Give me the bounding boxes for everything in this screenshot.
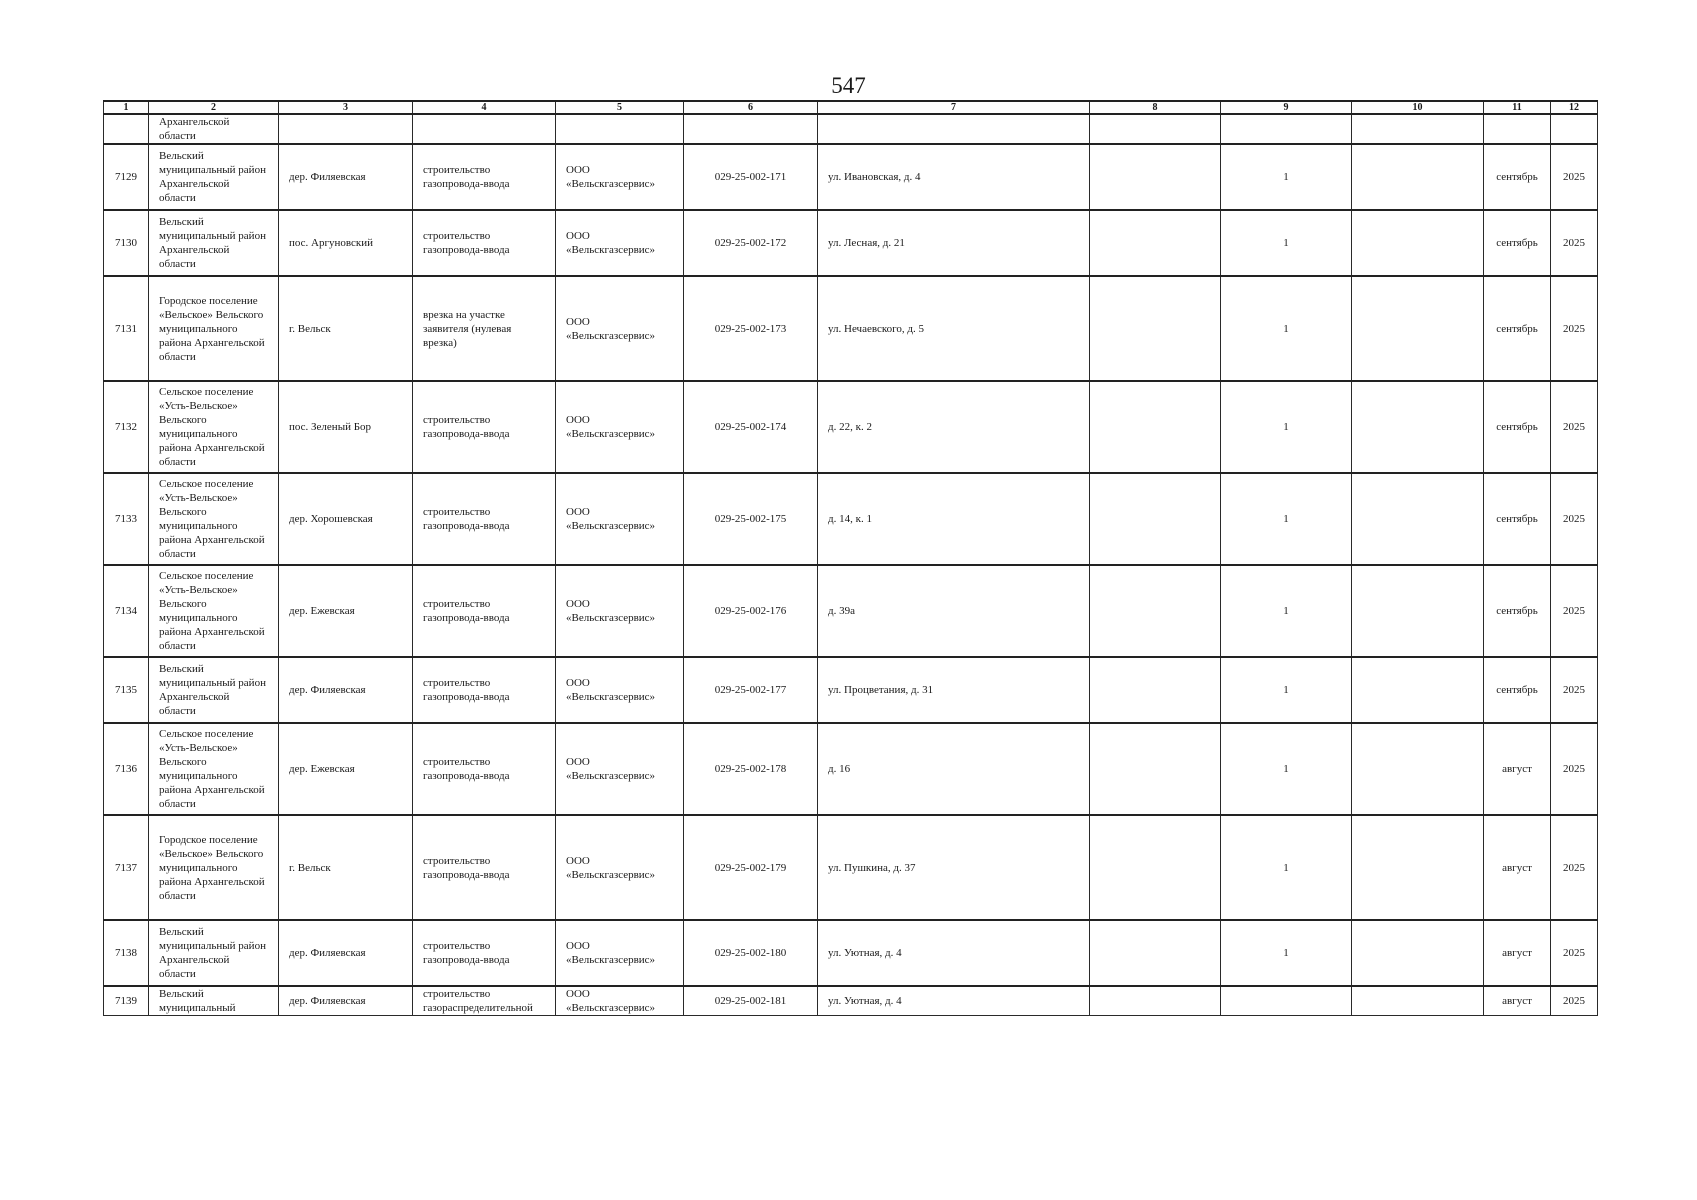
- column-header: 10: [1352, 101, 1484, 114]
- table-row: [104, 565, 1598, 657]
- settlement-cell: дер. Филяевская: [279, 986, 413, 1016]
- settlement-cell: дер. Ежевская: [279, 565, 413, 657]
- settlement-cell: дер. Хорошевская: [279, 473, 413, 565]
- work-type-cell: врезка на участке заявителя (нулевая врезка): [413, 276, 556, 381]
- col10-cell: [1352, 723, 1484, 815]
- month-cell: сентябрь: [1484, 144, 1551, 210]
- row-number-cell: 7133: [104, 473, 149, 565]
- organization-cell: ООО «Вельскгазсервис»: [556, 276, 684, 381]
- column-header: 8: [1090, 101, 1221, 114]
- municipality-cell: Вельский муниципальный район Архангельской области: [149, 920, 279, 986]
- col10-cell: [1352, 210, 1484, 276]
- year-cell: 2025: [1551, 276, 1598, 381]
- organization-cell: ООО «Вельскгазсервис»: [556, 723, 684, 815]
- column-header: 5: [556, 101, 684, 114]
- year-cell: 2025: [1551, 565, 1598, 657]
- col10-cell: [1352, 986, 1484, 1016]
- month-cell: сентябрь: [1484, 276, 1551, 381]
- settlement-cell: пос. Зеленый Бор: [279, 381, 413, 473]
- col8-cell: [1090, 473, 1221, 565]
- code-cell: 029-25-002-177: [684, 657, 818, 723]
- address-cell: д. 39а: [818, 565, 1090, 657]
- col10-cell: [1352, 381, 1484, 473]
- year-cell: [1551, 114, 1598, 144]
- year-cell: 2025: [1551, 144, 1598, 210]
- quantity-cell: 1: [1221, 815, 1352, 920]
- col8-cell: [1090, 986, 1221, 1016]
- month-cell: сентябрь: [1484, 210, 1551, 276]
- code-cell: 029-25-002-172: [684, 210, 818, 276]
- row-number-cell: 7136: [104, 723, 149, 815]
- quantity-cell: 1: [1221, 381, 1352, 473]
- work-type-cell: строительство газораспределительной: [413, 986, 556, 1016]
- code-cell: 029-25-002-174: [684, 381, 818, 473]
- table-row: [104, 920, 1598, 986]
- municipality-cell: Городское поселение «Вельское» Вельского муниципального района Архангельской области: [149, 276, 279, 381]
- code-cell: 029-25-002-178: [684, 723, 818, 815]
- settlement-cell: [279, 114, 413, 144]
- header-row: [104, 101, 1598, 114]
- table-row: [104, 986, 1598, 1016]
- table-row: [104, 657, 1598, 723]
- month-cell: сентябрь: [1484, 657, 1551, 723]
- municipality-cell: Вельский муниципальный район Архангельской области: [149, 144, 279, 210]
- month-cell: сентябрь: [1484, 381, 1551, 473]
- organization-cell: ООО «Вельскгазсервис»: [556, 657, 684, 723]
- table-row: [104, 210, 1598, 276]
- code-cell: 029-25-002-175: [684, 473, 818, 565]
- table-row: [104, 473, 1598, 565]
- column-header: 1: [104, 101, 149, 114]
- work-type-cell: строительство газопровода-ввода: [413, 144, 556, 210]
- organization-cell: ООО «Вельскгазсервис»: [556, 144, 684, 210]
- code-cell: 029-25-002-171: [684, 144, 818, 210]
- organization-cell: ООО «Вельскгазсервис»: [556, 473, 684, 565]
- year-cell: 2025: [1551, 723, 1598, 815]
- quantity-cell: 1: [1221, 276, 1352, 381]
- row-number-cell: 7131: [104, 276, 149, 381]
- work-type-cell: строительство газопровода-ввода: [413, 381, 556, 473]
- work-type-cell: [413, 114, 556, 144]
- municipality-cell: Архангельской области: [149, 114, 279, 144]
- code-cell: 029-25-002-180: [684, 920, 818, 986]
- code-cell: 029-25-002-179: [684, 815, 818, 920]
- address-cell: ул. Процветания, д. 31: [818, 657, 1090, 723]
- row-number-cell: 7139: [104, 986, 149, 1016]
- municipality-cell: Сельское поселение «Усть-Вельское» Вельского муниципального района Архангельской области: [149, 723, 279, 815]
- code-cell: 029-25-002-181: [684, 986, 818, 1016]
- row-number-cell: [104, 114, 149, 144]
- municipality-cell: Сельское поселение «Усть-Вельское» Вельского муниципального района Архангельской области: [149, 565, 279, 657]
- col8-cell: [1090, 276, 1221, 381]
- col8-cell: [1090, 381, 1221, 473]
- month-cell: август: [1484, 986, 1551, 1016]
- registry-table: [103, 100, 1598, 1016]
- address-cell: [818, 114, 1090, 144]
- settlement-cell: пос. Аргуновский: [279, 210, 413, 276]
- year-cell: 2025: [1551, 986, 1598, 1016]
- settlement-cell: г. Вельск: [279, 815, 413, 920]
- work-type-cell: строительство газопровода-ввода: [413, 815, 556, 920]
- month-cell: сентябрь: [1484, 565, 1551, 657]
- code-cell: 029-25-002-173: [684, 276, 818, 381]
- code-cell: 029-25-002-176: [684, 565, 818, 657]
- col10-cell: [1352, 657, 1484, 723]
- table-row: [104, 381, 1598, 473]
- col8-cell: [1090, 144, 1221, 210]
- year-cell: 2025: [1551, 381, 1598, 473]
- quantity-cell: 1: [1221, 723, 1352, 815]
- quantity-cell: 1: [1221, 920, 1352, 986]
- address-cell: ул. Нечаевского, д. 5: [818, 276, 1090, 381]
- address-cell: ул. Лесная, д. 21: [818, 210, 1090, 276]
- table-row: [104, 723, 1598, 815]
- organization-cell: ООО «Вельскгазсервис»: [556, 565, 684, 657]
- row-number-cell: 7134: [104, 565, 149, 657]
- municipality-cell: Сельское поселение «Усть-Вельское» Вельского муниципального района Архангельской области: [149, 381, 279, 473]
- quantity-cell: [1221, 114, 1352, 144]
- organization-cell: ООО «Вельскгазсервис»: [556, 381, 684, 473]
- settlement-cell: дер. Ежевская: [279, 723, 413, 815]
- column-header: 11: [1484, 101, 1551, 114]
- municipality-cell: Сельское поселение «Усть-Вельское» Вельского муниципального района Архангельской области: [149, 473, 279, 565]
- municipality-cell: Вельский муниципальный район Архангельской области: [149, 210, 279, 276]
- column-header: 4: [413, 101, 556, 114]
- row-number-cell: 7135: [104, 657, 149, 723]
- municipality-cell: Вельский муниципальный: [149, 986, 279, 1016]
- col10-cell: [1352, 473, 1484, 565]
- col10-cell: [1352, 114, 1484, 144]
- organization-cell: ООО «Вельскгазсервис»: [556, 986, 684, 1016]
- row-number-cell: 7129: [104, 144, 149, 210]
- column-header: 12: [1551, 101, 1598, 114]
- month-cell: август: [1484, 723, 1551, 815]
- address-cell: д. 16: [818, 723, 1090, 815]
- quantity-cell: 1: [1221, 565, 1352, 657]
- work-type-cell: строительство газопровода-ввода: [413, 565, 556, 657]
- address-cell: ул. Ивановская, д. 4: [818, 144, 1090, 210]
- settlement-cell: дер. Филяевская: [279, 920, 413, 986]
- column-header: 9: [1221, 101, 1352, 114]
- quantity-cell: 1: [1221, 657, 1352, 723]
- quantity-cell: 1: [1221, 144, 1352, 210]
- code-cell: [684, 114, 818, 144]
- year-cell: 2025: [1551, 920, 1598, 986]
- col8-cell: [1090, 920, 1221, 986]
- year-cell: 2025: [1551, 657, 1598, 723]
- settlement-cell: г. Вельск: [279, 276, 413, 381]
- organization-cell: ООО «Вельскгазсервис»: [556, 920, 684, 986]
- col10-cell: [1352, 276, 1484, 381]
- organization-cell: ООО «Вельскгазсервис»: [556, 815, 684, 920]
- table-row: [104, 815, 1598, 920]
- year-cell: 2025: [1551, 815, 1598, 920]
- row-number-cell: 7132: [104, 381, 149, 473]
- row-number-cell: 7137: [104, 815, 149, 920]
- year-cell: 2025: [1551, 210, 1598, 276]
- address-cell: д. 14, к. 1: [818, 473, 1090, 565]
- work-type-cell: строительство газопровода-ввода: [413, 723, 556, 815]
- municipality-cell: Вельский муниципальный район Архангельской области: [149, 657, 279, 723]
- year-cell: 2025: [1551, 473, 1598, 565]
- column-header: 3: [279, 101, 413, 114]
- address-cell: ул. Уютная, д. 4: [818, 920, 1090, 986]
- col8-cell: [1090, 657, 1221, 723]
- month-cell: август: [1484, 920, 1551, 986]
- col10-cell: [1352, 144, 1484, 210]
- work-type-cell: строительство газопровода-ввода: [413, 210, 556, 276]
- organization-cell: ООО «Вельскгазсервис»: [556, 210, 684, 276]
- col8-cell: [1090, 210, 1221, 276]
- address-cell: ул. Уютная, д. 4: [818, 986, 1090, 1016]
- quantity-cell: 1: [1221, 473, 1352, 565]
- col8-cell: [1090, 114, 1221, 144]
- settlement-cell: дер. Филяевская: [279, 657, 413, 723]
- work-type-cell: строительство газопровода-ввода: [413, 473, 556, 565]
- col8-cell: [1090, 565, 1221, 657]
- month-cell: сентябрь: [1484, 473, 1551, 565]
- row-number-cell: 7130: [104, 210, 149, 276]
- col10-cell: [1352, 815, 1484, 920]
- page-number: 547: [831, 73, 866, 98]
- month-cell: август: [1484, 815, 1551, 920]
- municipality-cell: Городское поселение «Вельское» Вельского муниципального района Архангельской области: [149, 815, 279, 920]
- work-type-cell: строительство газопровода-ввода: [413, 657, 556, 723]
- quantity-cell: 1: [1221, 210, 1352, 276]
- work-type-cell: строительство газопровода-ввода: [413, 920, 556, 986]
- address-cell: ул. Пушкина, д. 37: [818, 815, 1090, 920]
- table-row: [104, 276, 1598, 381]
- month-cell: [1484, 114, 1551, 144]
- address-cell: д. 22, к. 2: [818, 381, 1090, 473]
- col10-cell: [1352, 920, 1484, 986]
- organization-cell: [556, 114, 684, 144]
- column-header: 7: [818, 101, 1090, 114]
- col8-cell: [1090, 815, 1221, 920]
- column-header: 6: [684, 101, 818, 114]
- quantity-cell: [1221, 986, 1352, 1016]
- column-header: 2: [149, 101, 279, 114]
- table-row: [104, 114, 1598, 144]
- table-row: [104, 144, 1598, 210]
- row-number-cell: 7138: [104, 920, 149, 986]
- col10-cell: [1352, 565, 1484, 657]
- col8-cell: [1090, 723, 1221, 815]
- settlement-cell: дер. Филяевская: [279, 144, 413, 210]
